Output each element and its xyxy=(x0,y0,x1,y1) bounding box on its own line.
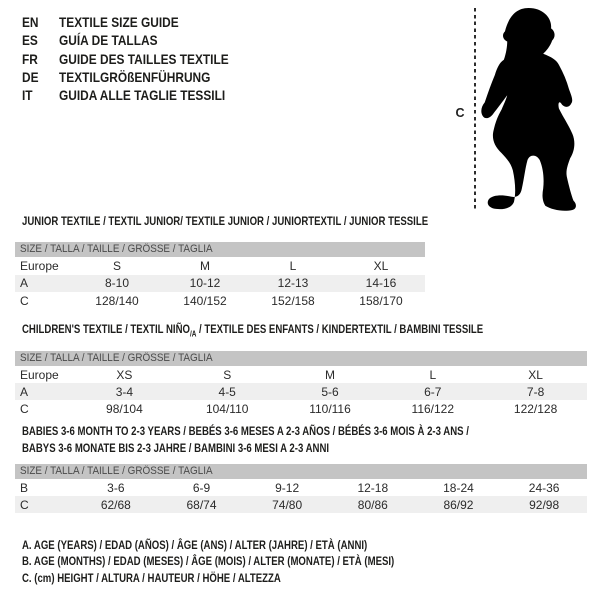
babies-size-table xyxy=(15,479,587,513)
language-code-text: IT xyxy=(22,87,33,104)
size-cell: 152/158 xyxy=(271,293,315,308)
junior-size-table xyxy=(15,257,425,310)
row-label: A xyxy=(20,276,29,291)
language-code xyxy=(22,50,59,68)
size-cell: 12-13 xyxy=(277,276,309,291)
table-row-height xyxy=(15,292,425,310)
size-cell: 8-10 xyxy=(104,276,130,291)
row-label: C xyxy=(20,293,29,308)
size-banner-text: SIZE / TALLA / TAILLE / GRÖSSE / TAGLIA xyxy=(20,465,213,477)
section-title-text xyxy=(22,321,483,342)
table-row-age-months xyxy=(15,479,587,496)
language-code xyxy=(22,31,59,49)
size-cell: 24-36 xyxy=(528,480,560,495)
section-title-babies xyxy=(22,423,581,457)
language-title-text: TEXTILGRÖßENFÜHRUNG xyxy=(59,68,211,85)
size-banner xyxy=(15,464,587,479)
row-label: A xyxy=(20,384,29,399)
size-cell: S xyxy=(112,258,121,273)
baby-silhouette-icon xyxy=(478,6,596,214)
section-title-line2: BABYS 3-6 MONATE BIS 2-3 JAHRE / BAMBINI 3-6 MESI A 2-3 ANNI xyxy=(22,441,330,455)
language-code xyxy=(22,86,59,104)
language-code-text: FR xyxy=(22,50,38,67)
measure-label-c: C xyxy=(455,106,465,120)
size-cell: 116/122 xyxy=(411,401,455,416)
size-cell: 104/110 xyxy=(205,401,249,416)
section-title-line1: BABIES 3-6 MONTH TO 2-3 YEARS / BEBÉS 3-6 MESES A 2-3 AÑOS / BÉBÉS 3-6 MOIS À 2-3 ANS / xyxy=(22,424,469,438)
table-row-europe xyxy=(15,366,587,383)
size-banner xyxy=(15,351,587,366)
size-cell: 92/98 xyxy=(529,497,560,512)
table-row-age xyxy=(15,383,587,400)
language-title xyxy=(59,68,237,86)
language-title xyxy=(59,13,200,31)
size-cell: 12-18 xyxy=(357,480,389,495)
size-cell: 128/140 xyxy=(95,293,139,308)
language-row xyxy=(22,50,259,68)
size-cell: 7-8 xyxy=(526,384,545,399)
size-cell: 158/170 xyxy=(359,293,403,308)
size-cell: XL xyxy=(528,367,543,382)
title-post: / TEXTILE DES ENFANTS / KINDERTEXTIL / BAMBINI TESSILE xyxy=(196,322,484,336)
size-cell: L xyxy=(429,367,437,382)
language-row xyxy=(22,13,259,31)
size-banner-text: SIZE / TALLA / TAILLE / GRÖSSE / TAGLIA xyxy=(20,352,213,364)
size-cell: 80/86 xyxy=(357,497,388,512)
language-title-list xyxy=(22,13,259,104)
language-title xyxy=(59,31,175,49)
size-cell: XL xyxy=(373,258,389,273)
language-title-text: TEXTILE SIZE GUIDE xyxy=(59,14,179,30)
footnote-a xyxy=(22,537,487,553)
size-cell: 74/80 xyxy=(272,497,303,512)
language-code-text: ES xyxy=(22,32,38,49)
table-row-age xyxy=(15,275,425,293)
size-cell: M xyxy=(324,367,335,382)
footnote-text: B. AGE (MONTHS) / EDAD (MESES) / ÂGE (MOIS) / ALTER (MONATE) / ETÀ (MESI) xyxy=(22,554,395,569)
size-cell: 62/68 xyxy=(100,497,131,512)
language-row xyxy=(22,86,259,104)
height-measure-dotted-line xyxy=(474,8,476,209)
language-title-text: GUIDA ALLE TAGLIE TESSILI xyxy=(59,87,226,104)
size-cell: 4-5 xyxy=(218,384,236,399)
size-cell: L xyxy=(289,258,297,273)
language-title xyxy=(59,50,259,68)
size-cell: 10-12 xyxy=(189,276,221,291)
size-banner xyxy=(15,242,425,257)
row-label: Europe xyxy=(20,258,59,273)
size-cell: 86/92 xyxy=(443,497,474,512)
language-row xyxy=(22,31,259,49)
footnote-list xyxy=(22,537,487,586)
language-title-text: GUIDE DES TAILLES TEXTILE xyxy=(59,50,229,67)
size-cell: 3-6 xyxy=(107,480,125,495)
size-cell: 110/116 xyxy=(309,401,351,416)
size-cell: 140/152 xyxy=(183,293,227,308)
language-row xyxy=(22,68,259,86)
size-cell: 68/74 xyxy=(186,497,217,512)
size-cell: 3-4 xyxy=(115,384,134,399)
language-title xyxy=(59,86,254,104)
size-banner-text: SIZE / TALLA / TAILLE / GRÖSSE / TAGLIA xyxy=(20,243,213,255)
table-row-europe xyxy=(15,257,425,275)
size-cell: 98/104 xyxy=(106,401,143,416)
section-title-junior xyxy=(22,213,530,230)
language-code-text: DE xyxy=(22,68,39,85)
size-cell: S xyxy=(223,367,232,382)
size-cell: 5-6 xyxy=(321,384,339,399)
language-title-text: GUÍA DE TALLAS xyxy=(59,32,158,49)
title-pre: CHILDREN'S TEXTILE / TEXTIL NIÑO xyxy=(22,322,190,336)
size-cell: 122/128 xyxy=(513,401,558,416)
language-code-text: EN xyxy=(22,14,39,30)
size-cell: 6-9 xyxy=(192,480,211,495)
row-label: Europe xyxy=(20,367,59,382)
section-title-children xyxy=(22,321,598,342)
title-subscript: /A xyxy=(189,329,197,339)
size-cell: 14-16 xyxy=(365,276,397,291)
footnote-b xyxy=(22,553,487,569)
row-label: C xyxy=(20,401,29,416)
table-row-height xyxy=(15,400,587,417)
section-title-text: JUNIOR TEXTILE / TEXTIL JUNIOR/ TEXTILE JUNIOR / JUNIORTEXTIL / JUNIOR TESSILE xyxy=(22,214,429,228)
language-code xyxy=(22,68,59,86)
row-label: B xyxy=(20,480,29,495)
table-row-height xyxy=(15,496,587,513)
size-cell: 9-12 xyxy=(275,480,300,495)
footnote-text: A. AGE (YEARS) / EDAD (AÑOS) / ÂGE (ANS) / ALTER (JAHRE) / ETÀ (ANNI) xyxy=(22,538,368,552)
size-cell: XS xyxy=(116,367,133,382)
row-label: C xyxy=(20,497,29,512)
size-cell: 6-7 xyxy=(424,384,442,399)
children-size-table xyxy=(15,366,587,417)
language-code xyxy=(22,13,59,31)
footnote-text: C. (cm) HEIGHT / ALTURA / HAUTEUR / HÖHE / ALTEZZA xyxy=(22,570,281,585)
size-cell: M xyxy=(200,258,210,273)
footnote-c xyxy=(22,570,487,586)
size-cell: 18-24 xyxy=(443,480,474,495)
